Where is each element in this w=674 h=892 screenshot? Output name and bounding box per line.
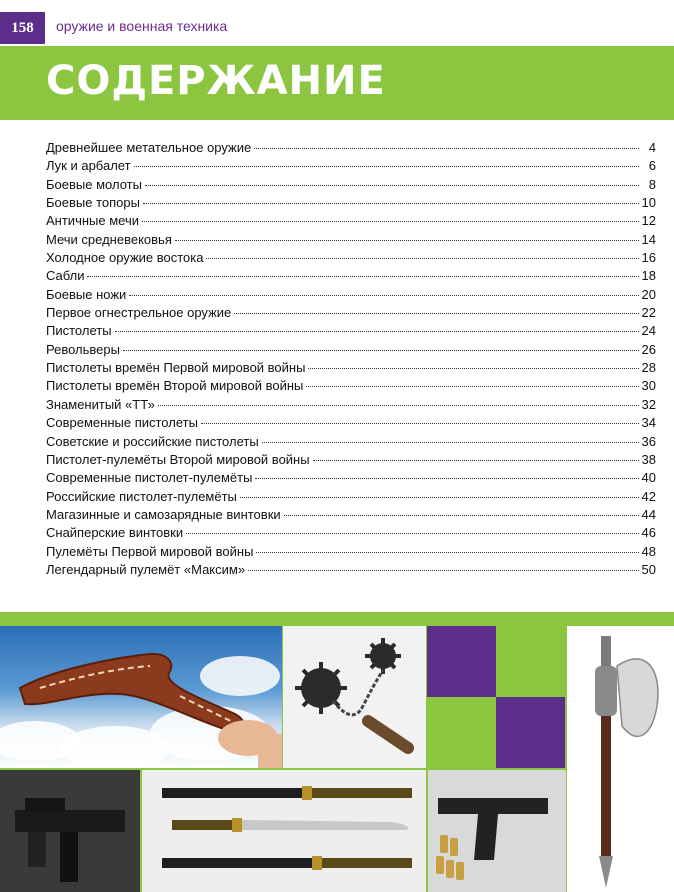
toc-entry[interactable] <box>46 287 656 305</box>
toc-entry-title: Советские и российские пистолеты <box>46 433 259 449</box>
toc-entry-page: 14 <box>641 231 656 247</box>
toc-leader-dots <box>175 240 639 241</box>
katana-icon <box>142 770 426 892</box>
toc-entry-page: 6 <box>648 158 656 174</box>
toc-leader-dots <box>186 533 638 534</box>
uzi-photo <box>0 770 140 892</box>
toc-entry-title: Пистолет-пулемёты Второй мировой войны <box>46 451 310 467</box>
toc-leader-dots <box>201 423 639 424</box>
pistol-photo <box>428 770 566 892</box>
toc-leader-dots <box>306 386 638 387</box>
toc-entry-page: 30 <box>641 378 656 394</box>
toc-entry-page: 44 <box>641 506 656 522</box>
toc-leader-dots <box>145 185 639 186</box>
boomerang-icon <box>0 626 282 768</box>
toc-entry[interactable] <box>46 562 656 580</box>
toc-entry-title: Мечи средневековья <box>46 231 172 247</box>
toc-leader-dots <box>240 497 639 498</box>
toc-entry-title: Легендарный пулемёт «Максим» <box>46 561 246 577</box>
toc-leader-dots <box>87 276 638 277</box>
toc-entry-page: 18 <box>641 268 656 284</box>
toc-entry[interactable] <box>46 140 656 158</box>
battle-axe-icon <box>567 626 674 892</box>
katanas-photo <box>142 770 426 892</box>
toc-entry[interactable] <box>46 470 656 488</box>
toc-entry[interactable] <box>46 323 656 341</box>
section-name: оружие и военная техника <box>56 18 228 34</box>
toc-entry-title: Боевые ножи <box>46 286 127 302</box>
toc-entry-title: Сабли <box>46 268 85 284</box>
pistol-icon <box>428 770 566 892</box>
toc-entry-page: 50 <box>641 561 656 577</box>
toc-leader-dots <box>143 203 639 204</box>
toc-entry-title: Боевые молоты <box>46 176 142 192</box>
toc-entry[interactable] <box>46 452 656 470</box>
toc-entry-page: 42 <box>641 488 656 504</box>
toc-entry[interactable] <box>46 397 656 415</box>
toc-entry[interactable] <box>46 489 656 507</box>
toc-entry[interactable] <box>46 177 656 195</box>
toc-leader-dots <box>234 313 638 314</box>
toc-entry[interactable] <box>46 360 656 378</box>
toc-entry-page: 16 <box>641 250 656 266</box>
toc-leader-dots <box>123 350 639 351</box>
toc-entry-page: 32 <box>641 396 656 412</box>
decorative-checker <box>427 626 565 768</box>
toc-entry-title: Античные мечи <box>46 213 139 229</box>
toc-entry[interactable] <box>46 415 656 433</box>
toc-entry-title: Современные пистолет-пулемёты <box>46 470 253 486</box>
toc-entry[interactable] <box>46 305 656 323</box>
toc-entry-title: Пистолеты времён Первой мировой войны <box>46 360 306 376</box>
toc-entry-title: Современные пистолеты <box>46 415 198 431</box>
toc-leader-dots <box>313 460 639 461</box>
toc-leader-dots <box>129 295 638 296</box>
toc-entry-page: 36 <box>641 433 656 449</box>
toc-entry-page: 10 <box>641 195 656 211</box>
toc-entry-page: 28 <box>641 360 656 376</box>
toc-entry[interactable] <box>46 378 656 396</box>
toc-entry-page: 34 <box>641 415 656 431</box>
toc-entry[interactable] <box>46 158 656 176</box>
toc-entry-title: Российские пистолет-пулемёты <box>46 488 237 504</box>
toc-entry[interactable] <box>46 342 656 360</box>
toc-entry-title: Снайперские винтовки <box>46 525 184 541</box>
toc-entry-title: Пистолеты <box>46 323 112 339</box>
toc-entry-page: 20 <box>641 286 656 302</box>
toc-entry-page: 40 <box>641 470 656 486</box>
toc-entry-title: Первое огнестрельное оружие <box>46 305 232 321</box>
toc-entry[interactable] <box>46 268 656 286</box>
toc-leader-dots <box>248 570 638 571</box>
page-number: 158 <box>0 12 45 44</box>
toc-leader-dots <box>158 405 639 406</box>
toc-entry-title: Пистолеты времён Второй мировой войны <box>46 378 304 394</box>
toc-leader-dots <box>142 221 639 222</box>
table-of-contents <box>46 140 656 580</box>
toc-entry-page: 24 <box>641 323 656 339</box>
toc-entry-title: Боевые топоры <box>46 195 140 211</box>
toc-entry-title: Пулемёты Первой мировой войны <box>46 543 254 559</box>
submachine-gun-icon <box>0 770 140 892</box>
toc-entry-title: Револьверы <box>46 341 120 357</box>
toc-leader-dots <box>255 478 638 479</box>
top-bar <box>0 0 674 46</box>
toc-entry[interactable] <box>46 213 656 231</box>
flail-mace-photo <box>283 626 426 768</box>
toc-leader-dots <box>206 258 638 259</box>
toc-entry[interactable] <box>46 250 656 268</box>
toc-entry-title: Магазинные и самозарядные винтовки <box>46 506 281 522</box>
toc-entry[interactable] <box>46 507 656 525</box>
toc-entry-page: 26 <box>641 341 656 357</box>
toc-entry-page: 46 <box>641 525 656 541</box>
toc-entry[interactable] <box>46 195 656 213</box>
toc-entry-page: 38 <box>641 451 656 467</box>
toc-leader-dots <box>254 148 639 149</box>
toc-entry-title: Лук и арбалет <box>46 158 131 174</box>
toc-entry-page: 22 <box>641 305 656 321</box>
toc-leader-dots <box>262 442 639 443</box>
toc-leader-dots <box>134 166 639 167</box>
toc-leader-dots <box>115 331 639 332</box>
battle-axe-photo <box>567 626 674 892</box>
toc-entry-page: 4 <box>648 140 656 155</box>
page-title: СОДЕРЖАНИЕ <box>46 58 386 104</box>
toc-leader-dots <box>256 552 638 553</box>
toc-entry[interactable] <box>46 544 656 562</box>
toc-entry-page: 8 <box>648 176 656 192</box>
toc-entry-title: Холодное оружие востока <box>46 250 204 266</box>
toc-entry-title: Древнейшее метательное оружие <box>46 140 252 155</box>
toc-entry-page: 12 <box>641 213 656 229</box>
toc-entry[interactable] <box>46 525 656 543</box>
toc-leader-dots <box>308 368 638 369</box>
flail-mace-icon <box>283 626 426 768</box>
boomerang-photo <box>0 626 282 768</box>
toc-entry-page: 48 <box>641 543 656 559</box>
toc-leader-dots <box>284 515 639 516</box>
toc-entry-title: Знаменитый «ТТ» <box>46 396 155 412</box>
toc-entry[interactable] <box>46 232 656 250</box>
toc-entry[interactable] <box>46 434 656 452</box>
